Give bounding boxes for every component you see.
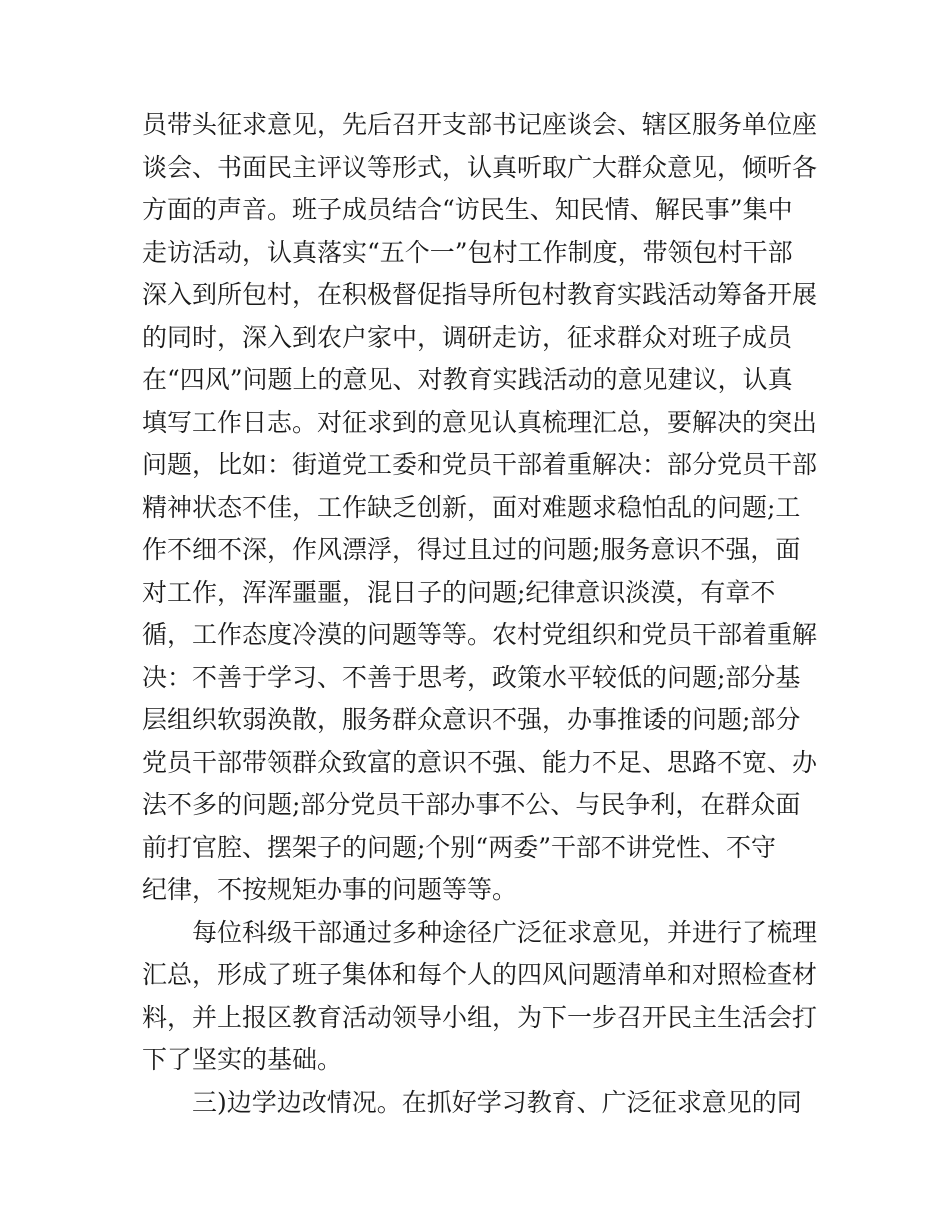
text-line: 谈会、书面民主评议等形式，认真听取广大群众意见，倾听各 bbox=[142, 152, 818, 182]
text-line: 填写工作日志。对征求到的意见认真梳理汇总，要解决的突出 bbox=[142, 407, 818, 437]
text-line: 每位科级干部通过多种途径广泛征求意见，并进行了梳理 bbox=[192, 917, 818, 947]
text-line: 精神状态不佳，工作缺乏创新，面对难题求稳怕乱的问题;工 bbox=[142, 492, 801, 522]
text-line: 走访活动，认真落实“五个一”包村工作制度，带领包村干部 bbox=[142, 237, 793, 267]
text-line: 料，并上报区教育活动领导小组，为下一步召开民主生活会打 bbox=[142, 1002, 818, 1032]
document-body bbox=[142, 104, 822, 1124]
text-line: 在“四风”问题上的意见、对教育实践活动的意见建议，认真 bbox=[142, 365, 793, 394]
text-line: 的同时，深入到农户家中，调研走访，征求群众对班子成员 bbox=[142, 322, 793, 352]
text-line: 前打官腔、摆架子的问题;个别“两委”干部不讲党性、不守 bbox=[142, 832, 776, 862]
text-line: 汇总，形成了班子集体和每个人的四风问题清单和对照检查材 bbox=[142, 960, 818, 989]
text-line: 方面的声音。班子成员结合“访民生、知民情、解民事”集中 bbox=[142, 195, 793, 224]
text-line: 纪律，不按规矩办事的问题等等。 bbox=[142, 875, 518, 904]
text-line: 员带头征求意见，先后召开支部书记座谈会、辖区服务单位座 bbox=[142, 110, 818, 139]
text-line: 决：不善于学习、不善于思考，政策水平较低的问题;部分基 bbox=[142, 662, 801, 692]
text-line: 作不细不深，作风漂浮，得过且过的问题;服务意识不强，面 bbox=[142, 535, 801, 564]
text-line: 对工作，浑浑噩噩，混日子的问题;纪律意识淡漠，有章不 bbox=[142, 577, 776, 607]
text-line: 法不多的问题;部分党员干部办事不公、与民争利，在群众面 bbox=[142, 790, 801, 819]
paragraph bbox=[142, 1082, 822, 1125]
text-line: 问题，比如：街道党工委和党员干部着重解决：部分党员干部 bbox=[142, 450, 818, 479]
text-line: 党员干部带领群众致富的意识不强、能力不足、思路不宽、办 bbox=[142, 747, 818, 777]
paragraph bbox=[142, 912, 822, 1082]
text-line: 三)边学边改情况。在抓好学习教育、广泛征求意见的同 bbox=[192, 1087, 802, 1117]
text-line: 层组织软弱涣散，服务群众意识不强，办事推诿的问题;部分 bbox=[142, 705, 801, 734]
paragraph bbox=[142, 104, 822, 912]
text-line: 下了坚实的基础。 bbox=[142, 1045, 343, 1074]
text-line: 循，工作态度冷漠的问题等等。农村党组织和党员干部着重解 bbox=[142, 620, 818, 649]
text-line: 深入到所包村，在积极督促指导所包村教育实践活动筹备开展 bbox=[142, 280, 818, 309]
